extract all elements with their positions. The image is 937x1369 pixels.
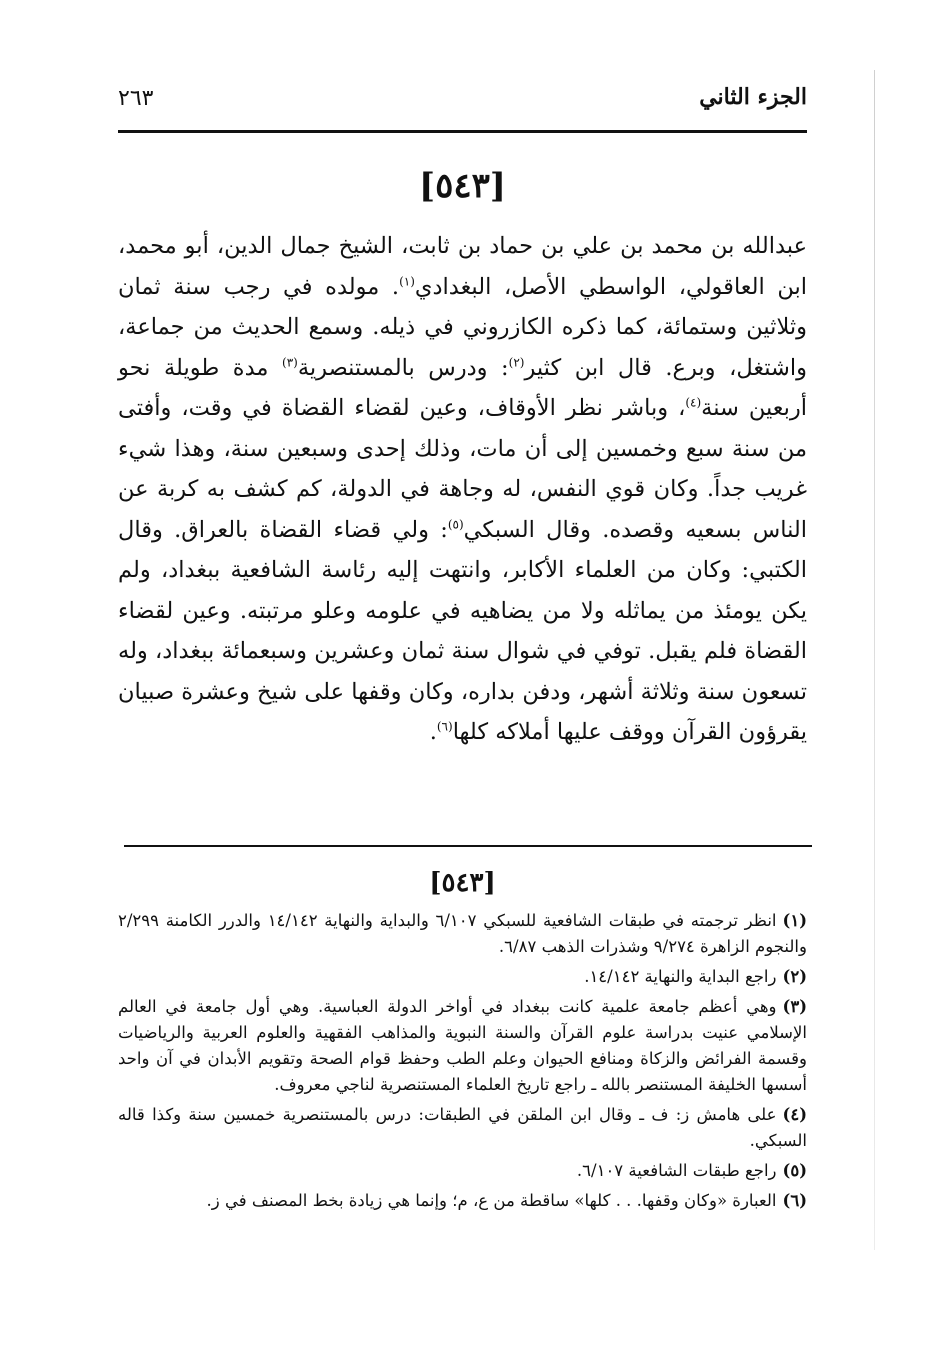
footnote-rule <box>124 845 812 847</box>
footnote-marker: (١) <box>782 911 807 930</box>
footnote-marker: (٣) <box>782 997 807 1016</box>
footnote-reference: (٢) <box>508 355 525 369</box>
footnote-reference: (٥) <box>447 517 464 531</box>
header-rule <box>118 130 807 133</box>
footnote-item <box>118 1158 807 1184</box>
footnotes-list <box>118 908 807 1218</box>
paragraph-text: : ودرس بالمستنصرية <box>297 354 509 381</box>
paragraph-text: . مولده في رجب سنة ثمان وثلاثين وستمائة، كما ذكره الكازروني في ذيله. وسمع الحديث من جماعة، واشتغل، وبرع. قال ابن كثير <box>118 273 807 381</box>
footnote-reference: (٣) <box>282 355 298 369</box>
footnote-text: على هامش ز: ف ـ وقال ابن الملقن في الطبقات: درس بالمستنصرية خمسين سنة وكذا قاله السبكي. <box>118 1105 807 1150</box>
footnote-marker: (٢) <box>782 967 807 986</box>
footnote-marker: (٤) <box>782 1105 807 1124</box>
footnote-item <box>118 994 807 1098</box>
running-header <box>118 84 807 124</box>
footnote-text: انظر ترجمته في طبقات الشافعية للسبكي ٦/١٠٧ والبداية والنهاية ١٤/١٤٢ والدرر الكامنة ٢/٢٩٩ والنجوم الزاهرة ٩/٢٧٤ وشذرات الذهب ٦/٨٧. <box>118 911 807 956</box>
page-edge <box>874 70 875 1250</box>
paragraph-text: . <box>429 719 437 745</box>
paragraph-text: ، وباشر نظر الأوقاف، وعين لقضاء القضاة في وقت، وأفتى من سنة سبع وخمسين إلى أن مات، وذلك إحدى وسبعين سنة، وهذا شيء غريب جداً. وكان قوي النفس، له وجاهة في الدولة، كم كشف به كربة عن الناس بسعيه وقصده. وقال السبكي <box>118 395 807 543</box>
biography-paragraph <box>118 226 807 753</box>
footnote-marker: (٥) <box>782 1161 807 1180</box>
footnote-item <box>118 964 807 990</box>
footnote-item <box>118 1188 807 1214</box>
footnote-reference: (٤) <box>685 395 702 410</box>
footnote-text: راجع البداية والنهاية ١٤/١٤٢. <box>584 967 777 986</box>
paragraph-text: : ولي قضاء القضاة بالعراق. وقال الكتبي: وكان من العلماء الأكابر، وانتهت إليه رئاسة الشافعية ببغداد، ولم يكن يومئذ من يماثله ولا من يضاهيه في علومه وعلو مرتبته. وعين لقضاء القضاة فلم يقبل. توفي في شوال سنة ثمان وعشرين وسبعمائة ببغداد، وله تسعون سنة وثلاثة أشهر، ودفن بداره، وكان وقفها على شيخ وعشرة صبيان يقرؤون القرآن ووقف عليها أملاكه كلها <box>118 516 807 745</box>
footnote-item <box>118 1102 807 1154</box>
footnote-item <box>118 908 807 960</box>
footnote-text: راجع طبقات الشافعية ٦/١٠٧. <box>576 1161 777 1180</box>
footnote-text: وهي أعظم جامعة علمية كانت ببغداد في أواخر الدولة العباسية. وهي أول جامعة في العالم الإسلامي عنيت بدراسة علوم القرآن والسنة النبوية والمذاهب الفقهية والعلوم العربية والرياضيات وقسمة الفرائض والزكاة ومنافع الحيوان وعلم الطب وحفظ قوام الصحة وتقويم الأبدان في آن واحد أسسها الخليفة المستنصر بالله ـ راجع تاريخ العلماء المستنصرية لناجي معروف. <box>118 997 807 1094</box>
running-title: الجزء الثاني <box>699 84 807 110</box>
footnotes-entry-number: [٥٤٣] <box>429 868 496 898</box>
entry-number: [٥٤٣] <box>419 166 506 206</box>
paragraph-text: عبدالله بن محمد بن علي بن حماد بن ثابت، الشيخ جمال الدين، أبو محمد، ابن العاقولي، الواسطي الأصل، البغدادي <box>118 233 808 300</box>
footnote-text: العبارة «وكان وقفها. . . كلها» ساقطة من ع، م؛ وإنما هي زيادة بخط المصنف في ز. <box>206 1191 777 1210</box>
page-number: ٢٦٣ <box>118 86 154 111</box>
footnote-reference: (١) <box>399 274 415 288</box>
footnote-reference: (٦) <box>436 719 453 734</box>
paragraph-text: مدة طويلة نحو أربعين سنة <box>118 354 807 421</box>
footnote-marker: (٦) <box>782 1191 807 1210</box>
